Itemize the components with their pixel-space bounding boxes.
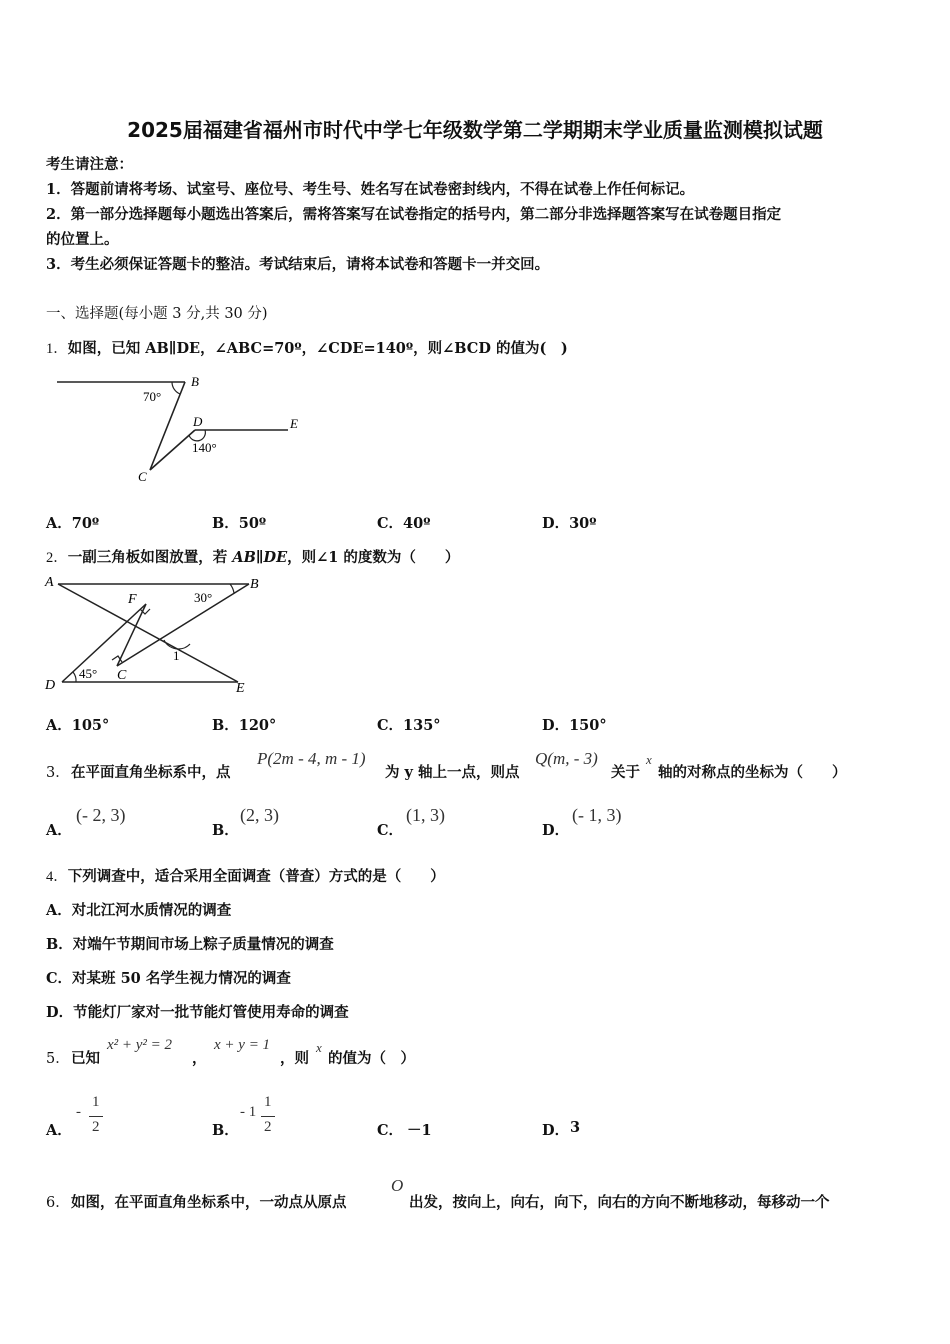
question-2 <box>46 546 459 567</box>
notice-item: 2．第一部分选择题每小题选出答案后，需将答案写在试卷指定的括号内，第二部分非选择题答案写在试卷题目指定 <box>46 206 782 223</box>
angle-arc-d <box>73 672 76 682</box>
page-title: 2025届福建省福州市时代中学七年级数学第二学期期末学业质量监测模拟试题 <box>127 118 823 142</box>
option-c[interactable]: C．对某班 50 名学生视力情况的调查 <box>46 970 291 987</box>
question-text: 轴的对称点的坐标为（ ） <box>658 764 847 781</box>
option-b[interactable]: B．120° <box>212 717 277 734</box>
label-d: D <box>45 678 56 693</box>
angle-arc-b <box>230 584 234 593</box>
question-text: 出发，按向上，向右，向下，向右的方向不断地移动，每移动一个 <box>409 1194 830 1211</box>
question-text: 为 y 轴上一点，则点 <box>385 764 520 781</box>
equation-1: x² + y² = 2 <box>107 1037 173 1053</box>
option-a[interactable]: A．70º <box>46 515 100 532</box>
question-5-number: 5． <box>46 1051 70 1067</box>
notice-item: 1．答题前请将考场、试室号、座位号、考生号、姓名写在试卷密封线内，不得在试卷上作任何标记。 <box>46 181 695 198</box>
option-a-label[interactable]: A． <box>46 822 72 839</box>
point-p-expression: P(2m - 4, m - 1) <box>257 749 366 768</box>
option-c[interactable]: C．40º <box>377 515 431 532</box>
angle-70-label: 70° <box>143 389 162 404</box>
option-b[interactable]: B．对端午节期间市场上粽子质量情况的调查 <box>46 936 334 953</box>
option-a-value[interactable]: (- 2, 3) <box>76 805 126 825</box>
question-text: ，则 <box>280 1050 309 1067</box>
question-text: 下列调查中，适合采用全面调查（普查）方式的是（ ） <box>67 868 445 885</box>
label-b: B <box>191 374 199 389</box>
line-cd <box>150 430 195 470</box>
option-b-label[interactable]: B． <box>212 822 239 839</box>
option-d-value[interactable]: (- 1, 3) <box>572 805 622 825</box>
angle-1-label: 1 <box>173 648 180 663</box>
q1-figure <box>50 370 320 490</box>
option-b-label[interactable]: B． <box>212 1122 239 1139</box>
option-c-label[interactable]: C． <box>377 1122 404 1139</box>
equation-2: x + y = 1 <box>214 1037 271 1053</box>
question-text: 一副三角板如图放置，若 <box>67 549 233 566</box>
question-number: 2． <box>46 550 68 566</box>
origin-o: O <box>391 1176 404 1195</box>
label-b: B <box>250 577 259 592</box>
option-d-value[interactable]: 3 <box>570 1119 581 1136</box>
fraction-bar <box>261 1116 275 1117</box>
question-text: 的值为（ ） <box>328 1050 415 1067</box>
question-6-number: 6． <box>46 1195 70 1211</box>
option-b[interactable]: B．50º <box>212 515 267 532</box>
label-f: F <box>128 592 137 607</box>
option-d[interactable]: D．30º <box>542 515 597 532</box>
label-c: C <box>117 668 127 683</box>
option-b-value[interactable]: (2, 3) <box>240 805 279 825</box>
option-c[interactable]: C．135° <box>377 717 441 734</box>
notice-item: 3．考生必须保证答题卡的整洁。考试结束后，请将本试卷和答题卡一并交回。 <box>46 256 550 273</box>
option-a[interactable]: A．105° <box>46 717 110 734</box>
numerator: 1 <box>92 1094 100 1110</box>
question-text: ，则∠1 的度数为（ ） <box>287 549 460 566</box>
point-q-expression: Q(m, - 3) <box>535 749 598 768</box>
option-d-label[interactable]: D． <box>542 1122 570 1139</box>
question-number: 1． <box>46 341 68 357</box>
numerator: 1 <box>264 1094 272 1110</box>
label-c: C <box>138 469 147 484</box>
variable-x: x <box>646 752 652 767</box>
question-3-number: 3． <box>46 765 70 781</box>
label-e: E <box>236 681 245 696</box>
question-text: ， <box>192 1050 207 1067</box>
q2-figure <box>42 572 272 696</box>
label-a: A <box>45 575 54 590</box>
notice-item: 的位置上。 <box>46 231 119 248</box>
option-a-label[interactable]: A． <box>46 1122 72 1139</box>
angle-30-label: 30° <box>194 590 213 605</box>
question-number: 4． <box>46 869 68 885</box>
variable-x: x <box>316 1040 322 1055</box>
option-d[interactable]: D．150° <box>542 717 607 734</box>
mixed-whole: - 1 <box>240 1104 257 1120</box>
denominator: 2 <box>264 1119 272 1135</box>
question-math: AB∥DE <box>232 549 288 566</box>
label-e: E <box>290 416 298 431</box>
angle-140-label: 140° <box>192 440 217 455</box>
label-d: D <box>193 414 203 429</box>
question-text: 已知 <box>71 1050 100 1067</box>
line-df <box>62 604 146 682</box>
option-c-value[interactable]: －1 <box>407 1122 432 1139</box>
option-c-label[interactable]: C． <box>377 822 404 839</box>
option-d-label[interactable]: D． <box>542 822 570 839</box>
question-text: 在平面直角坐标系中，点 <box>71 764 231 781</box>
angle-45-label: 45° <box>79 666 98 681</box>
angle-arc-b <box>172 382 180 394</box>
question-text: 关于 <box>611 764 640 781</box>
denominator: 2 <box>92 1119 100 1135</box>
option-d[interactable]: D．节能灯厂家对一批节能灯管使用寿命的调查 <box>46 1004 349 1021</box>
question-text: 如图，在平面直角坐标系中，一动点从原点 <box>71 1194 347 1211</box>
question-4 <box>46 865 445 886</box>
notice-heading: 考生请注意： <box>46 156 133 173</box>
option-a[interactable]: A．对北江河水质情况的调查 <box>46 902 232 919</box>
section-heading: 一、选择题(每小题 3 分,共 30 分) <box>46 306 268 322</box>
question-text: 如图，已知 AB∥DE，∠ABC=70º，∠CDE=140º，则∠BCD 的值为( ) <box>67 340 568 357</box>
fraction-bar <box>89 1116 103 1117</box>
sign: - <box>76 1104 81 1120</box>
question-1 <box>46 337 568 358</box>
option-c-value[interactable]: (1, 3) <box>406 805 445 825</box>
